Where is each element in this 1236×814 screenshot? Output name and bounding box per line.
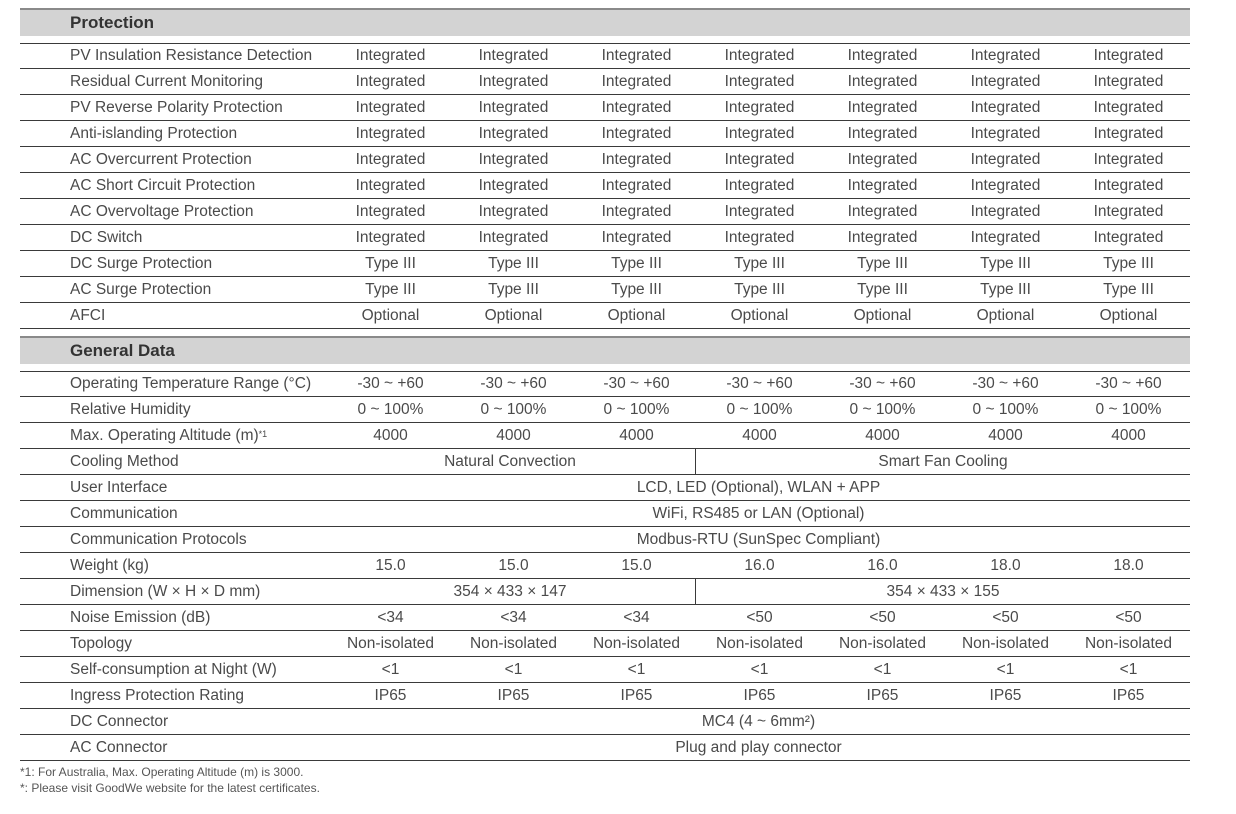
row-label: Ingress Protection Rating: [70, 686, 245, 704]
value-cell: 15.0: [498, 556, 529, 574]
row-label-text: Max. Operating Altitude (m): [70, 426, 259, 444]
value-cell: Type III: [488, 254, 539, 272]
value-cell: 0 ~ 100%: [357, 400, 424, 418]
value-cell: Optional: [853, 306, 912, 324]
row-values: [329, 95, 1190, 120]
value-cell: Optional: [976, 306, 1035, 324]
value-cell: <1: [504, 660, 523, 678]
row-values: [329, 121, 1190, 146]
protection-table: [20, 43, 1190, 329]
row-values: [327, 501, 1190, 526]
row-label: AC Surge Protection: [70, 280, 212, 298]
row-label: AC Short Circuit Protection: [70, 176, 256, 194]
row-label: DC Surge Protection: [70, 254, 213, 272]
value-cell: Integrated: [1093, 176, 1164, 194]
value-cell: -30 ~ +60: [726, 375, 793, 392]
value-cell: Type III: [365, 280, 416, 298]
value-cell: Integrated: [847, 228, 918, 246]
value-cell: Type III: [980, 254, 1031, 272]
value-cell: Type III: [734, 254, 785, 272]
spec-row: [20, 69, 1190, 95]
value-cell: Non-isolated: [1084, 634, 1173, 652]
row-label: Dimension (W × H × D mm): [70, 582, 261, 600]
value-cell: Integrated: [601, 124, 672, 142]
value-cell: Non-isolated: [346, 634, 435, 652]
value-cell: <1: [381, 660, 400, 678]
value-cell: Integrated: [847, 47, 918, 64]
value-cell: Integrated: [970, 72, 1041, 90]
row-values: [329, 225, 1190, 250]
spec-row-weight: [20, 553, 1190, 579]
value-cell: 15.0: [375, 556, 406, 574]
value-cell: Integrated: [601, 72, 672, 90]
value-cell: Non-isolated: [715, 634, 804, 652]
spec-row-dc-connector: [20, 709, 1190, 735]
row-label: Cooling Method: [70, 452, 179, 470]
value-cell: -30 ~ +60: [849, 375, 916, 392]
value-cell: 4000: [1111, 426, 1146, 444]
value-cell: 0 ~ 100%: [972, 400, 1039, 418]
value-cell: 4000: [742, 426, 777, 444]
value-cell: IP65: [620, 686, 653, 704]
row-label: DC Connector: [70, 712, 169, 730]
value-cell: IP65: [1112, 686, 1145, 704]
section-header-general-data: [20, 336, 1190, 364]
value-cell: IP65: [743, 686, 776, 704]
value-cell: Non-isolated: [469, 634, 558, 652]
spec-row-communication: [20, 501, 1190, 527]
row-values: [329, 173, 1190, 198]
merged-value-cell: WiFi, RS485 or LAN (Optional): [652, 504, 865, 522]
footnote-marker: *1: [258, 428, 268, 439]
row-label: Anti-islanding Protection: [70, 124, 238, 142]
spec-row-max-operating-altitude: [20, 423, 1190, 449]
value-cell: Integrated: [724, 124, 795, 142]
value-cell: -30 ~ +60: [603, 375, 670, 392]
value-cell: Integrated: [478, 98, 549, 116]
value-cell: Integrated: [1093, 150, 1164, 168]
value-cell: Integrated: [724, 228, 795, 246]
row-values: [329, 423, 1190, 448]
value-cell: <34: [377, 608, 404, 626]
spec-row-self-consumption: [20, 657, 1190, 683]
value-cell: Integrated: [1093, 72, 1164, 90]
value-cell: Integrated: [478, 124, 549, 142]
value-cell: 4000: [865, 426, 900, 444]
value-cell: Integrated: [601, 176, 672, 194]
row-label: Self-consumption at Night (W): [70, 660, 277, 678]
general-data-table: [20, 371, 1190, 761]
value-cell: <50: [1115, 608, 1142, 626]
value-cell: Integrated: [478, 47, 549, 64]
value-cell: Integrated: [355, 124, 426, 142]
row-values: [329, 605, 1190, 630]
row-label: [20, 423, 329, 448]
spec-row: [20, 225, 1190, 251]
value-cell: <50: [992, 608, 1019, 626]
value-cell: 4000: [619, 426, 654, 444]
spec-row: [20, 147, 1190, 173]
value-cell: Integrated: [478, 202, 549, 220]
value-cell: Integrated: [970, 202, 1041, 220]
value-cell: Integrated: [601, 228, 672, 246]
row-values: [329, 251, 1190, 276]
value-cell: Integrated: [1093, 98, 1164, 116]
spec-row: [20, 95, 1190, 121]
section-title-general-data: General Data: [70, 341, 175, 360]
value-cell: Type III: [1103, 254, 1154, 272]
row-label: Residual Current Monitoring: [70, 72, 263, 90]
row-values: [329, 147, 1190, 172]
value-cell: <50: [869, 608, 896, 626]
value-cell: IP65: [866, 686, 899, 704]
value-cell: 4000: [373, 426, 408, 444]
value-cell: Integrated: [355, 176, 426, 194]
row-label: AFCI: [70, 306, 106, 324]
value-cell: Optional: [730, 306, 789, 324]
row-values: [329, 69, 1190, 94]
merged-value-cell: Modbus-RTU (SunSpec Compliant): [636, 530, 881, 548]
value-cell: Integrated: [847, 72, 918, 90]
value-cell: 0 ~ 100%: [603, 400, 670, 418]
value-cell: Type III: [1103, 280, 1154, 298]
value-cell: Integrated: [601, 150, 672, 168]
value-cell: Type III: [734, 280, 785, 298]
value-cell: <1: [750, 660, 769, 678]
merged-value-cell: Smart Fan Cooling: [695, 449, 1190, 474]
spec-row: [20, 173, 1190, 199]
value-cell: Type III: [980, 280, 1031, 298]
value-cell: 16.0: [867, 556, 898, 574]
row-values: [329, 372, 1190, 396]
merged-value-cell: MC4 (4 ~ 6mm²): [701, 712, 816, 730]
spec-row-communication-protocols: [20, 527, 1190, 553]
value-cell: IP65: [989, 686, 1022, 704]
value-cell: <1: [627, 660, 646, 678]
value-cell: Integrated: [970, 47, 1041, 64]
row-label: PV Insulation Resistance Detection: [70, 47, 313, 64]
row-values: [329, 683, 1190, 708]
footnotes: [20, 764, 320, 796]
spec-row: [20, 251, 1190, 277]
value-cell: Integrated: [970, 176, 1041, 194]
row-values: [329, 277, 1190, 302]
value-cell: Type III: [611, 254, 662, 272]
value-cell: 0 ~ 100%: [1095, 400, 1162, 418]
value-cell: Integrated: [601, 98, 672, 116]
row-label: AC Connector: [70, 738, 168, 756]
value-cell: Integrated: [355, 72, 426, 90]
spec-row-operating-temperature: [20, 371, 1190, 397]
row-values: [329, 657, 1190, 682]
value-cell: Integrated: [1093, 47, 1164, 64]
value-cell: 15.0: [621, 556, 652, 574]
value-cell: Integrated: [478, 72, 549, 90]
value-cell: Integrated: [355, 47, 426, 64]
value-cell: Integrated: [724, 72, 795, 90]
value-cell: 18.0: [1113, 556, 1144, 574]
value-cell: Type III: [488, 280, 539, 298]
value-cell: Integrated: [970, 98, 1041, 116]
row-values: [329, 397, 1190, 422]
value-cell: Integrated: [724, 47, 795, 64]
row-label: AC Overcurrent Protection: [70, 150, 252, 168]
row-label: Noise Emission (dB): [70, 608, 211, 626]
spec-row: [20, 43, 1190, 69]
value-cell: Type III: [857, 280, 908, 298]
value-cell: 4000: [988, 426, 1023, 444]
merged-value-cell: 354 × 433 × 155: [695, 579, 1190, 604]
row-values: [327, 735, 1190, 760]
value-cell: <34: [623, 608, 650, 626]
spec-row-cooling-method: [20, 449, 1190, 475]
value-cell: Integrated: [847, 124, 918, 142]
section-title-protection: Protection: [70, 13, 155, 32]
value-cell: Optional: [361, 306, 420, 324]
value-cell: Integrated: [1093, 124, 1164, 142]
row-values: [325, 579, 1190, 604]
value-cell: Non-isolated: [592, 634, 681, 652]
value-cell: Integrated: [724, 98, 795, 116]
row-label: Weight (kg): [70, 556, 149, 574]
spec-row-ingress-protection: [20, 683, 1190, 709]
value-cell: Integrated: [847, 98, 918, 116]
value-cell: <1: [873, 660, 892, 678]
row-values: [327, 475, 1190, 500]
value-cell: -30 ~ +60: [480, 375, 547, 392]
row-label: Operating Temperature Range (°C): [70, 375, 312, 392]
value-cell: <50: [746, 608, 773, 626]
row-values: [329, 631, 1190, 656]
value-cell: Integrated: [970, 228, 1041, 246]
value-cell: Integrated: [478, 228, 549, 246]
value-cell: -30 ~ +60: [357, 375, 424, 392]
row-values: [329, 303, 1190, 328]
row-values: [329, 199, 1190, 224]
row-values: [329, 44, 1190, 68]
row-label: DC Switch: [70, 228, 143, 246]
value-cell: Integrated: [724, 202, 795, 220]
spec-row-ac-connector: [20, 735, 1190, 761]
value-cell: -30 ~ +60: [1095, 375, 1162, 392]
spec-row-relative-humidity: [20, 397, 1190, 423]
row-values: [327, 527, 1190, 552]
value-cell: 4000: [496, 426, 531, 444]
spec-row: [20, 121, 1190, 147]
row-label: Relative Humidity: [70, 400, 191, 418]
value-cell: Type III: [365, 254, 416, 272]
value-cell: IP65: [374, 686, 407, 704]
value-cell: <34: [500, 608, 527, 626]
value-cell: Integrated: [724, 150, 795, 168]
row-label: PV Reverse Polarity Protection: [70, 98, 283, 116]
spec-row: [20, 199, 1190, 225]
value-cell: 0 ~ 100%: [480, 400, 547, 418]
row-label: Topology: [70, 634, 133, 652]
value-cell: Integrated: [478, 150, 549, 168]
merged-value-cell: Plug and play connector: [675, 738, 842, 756]
row-values: [329, 553, 1190, 578]
value-cell: Integrated: [478, 176, 549, 194]
spec-row: [20, 277, 1190, 303]
value-cell: Integrated: [847, 176, 918, 194]
row-label: AC Overvoltage Protection: [70, 202, 254, 220]
merged-value-cell: LCD, LED (Optional), WLAN + APP: [636, 478, 881, 496]
value-cell: IP65: [497, 686, 530, 704]
row-label: Communication Protocols: [70, 530, 247, 548]
spec-row-user-interface: [20, 475, 1190, 501]
value-cell: Integrated: [847, 202, 918, 220]
value-cell: Integrated: [724, 176, 795, 194]
row-values: [327, 709, 1190, 734]
value-cell: Integrated: [601, 47, 672, 64]
value-cell: Integrated: [1093, 228, 1164, 246]
value-cell: -30 ~ +60: [972, 375, 1039, 392]
value-cell: Type III: [857, 254, 908, 272]
value-cell: Integrated: [355, 150, 426, 168]
value-cell: 18.0: [990, 556, 1021, 574]
merged-value-cell: Natural Convection: [444, 452, 576, 470]
row-label: Communication: [70, 504, 178, 522]
value-cell: Non-isolated: [961, 634, 1050, 652]
value-cell: Integrated: [601, 202, 672, 220]
value-cell: <1: [996, 660, 1015, 678]
value-cell: Integrated: [355, 202, 426, 220]
value-cell: Integrated: [970, 124, 1041, 142]
value-cell: Type III: [611, 280, 662, 298]
value-cell: 0 ~ 100%: [849, 400, 916, 418]
spec-sheet: [20, 8, 1190, 761]
footnote-altitude: *1: For Australia, Max. Operating Altitude (m) is 3000.: [20, 765, 304, 779]
row-label: User Interface: [70, 478, 168, 496]
value-cell: Optional: [607, 306, 666, 324]
merged-value-cell: 354 × 433 × 147: [453, 582, 567, 600]
spec-row: [20, 303, 1190, 329]
value-cell: 16.0: [744, 556, 775, 574]
value-cell: Optional: [1099, 306, 1158, 324]
section-header-protection: [20, 8, 1190, 36]
footnote-certificates: *: Please visit GoodWe website for the latest certificates.: [20, 781, 320, 795]
row-values: [325, 449, 1190, 474]
value-cell: Integrated: [1093, 202, 1164, 220]
value-cell: Integrated: [355, 228, 426, 246]
spec-row-dimension: [20, 579, 1190, 605]
value-cell: Integrated: [970, 150, 1041, 168]
value-cell: Non-isolated: [838, 634, 927, 652]
value-cell: 0 ~ 100%: [726, 400, 793, 418]
value-cell: Integrated: [355, 98, 426, 116]
spec-row-noise-emission: [20, 605, 1190, 631]
spec-row-topology: [20, 631, 1190, 657]
value-cell: Integrated: [847, 150, 918, 168]
value-cell: <1: [1119, 660, 1138, 678]
value-cell: Optional: [484, 306, 543, 324]
